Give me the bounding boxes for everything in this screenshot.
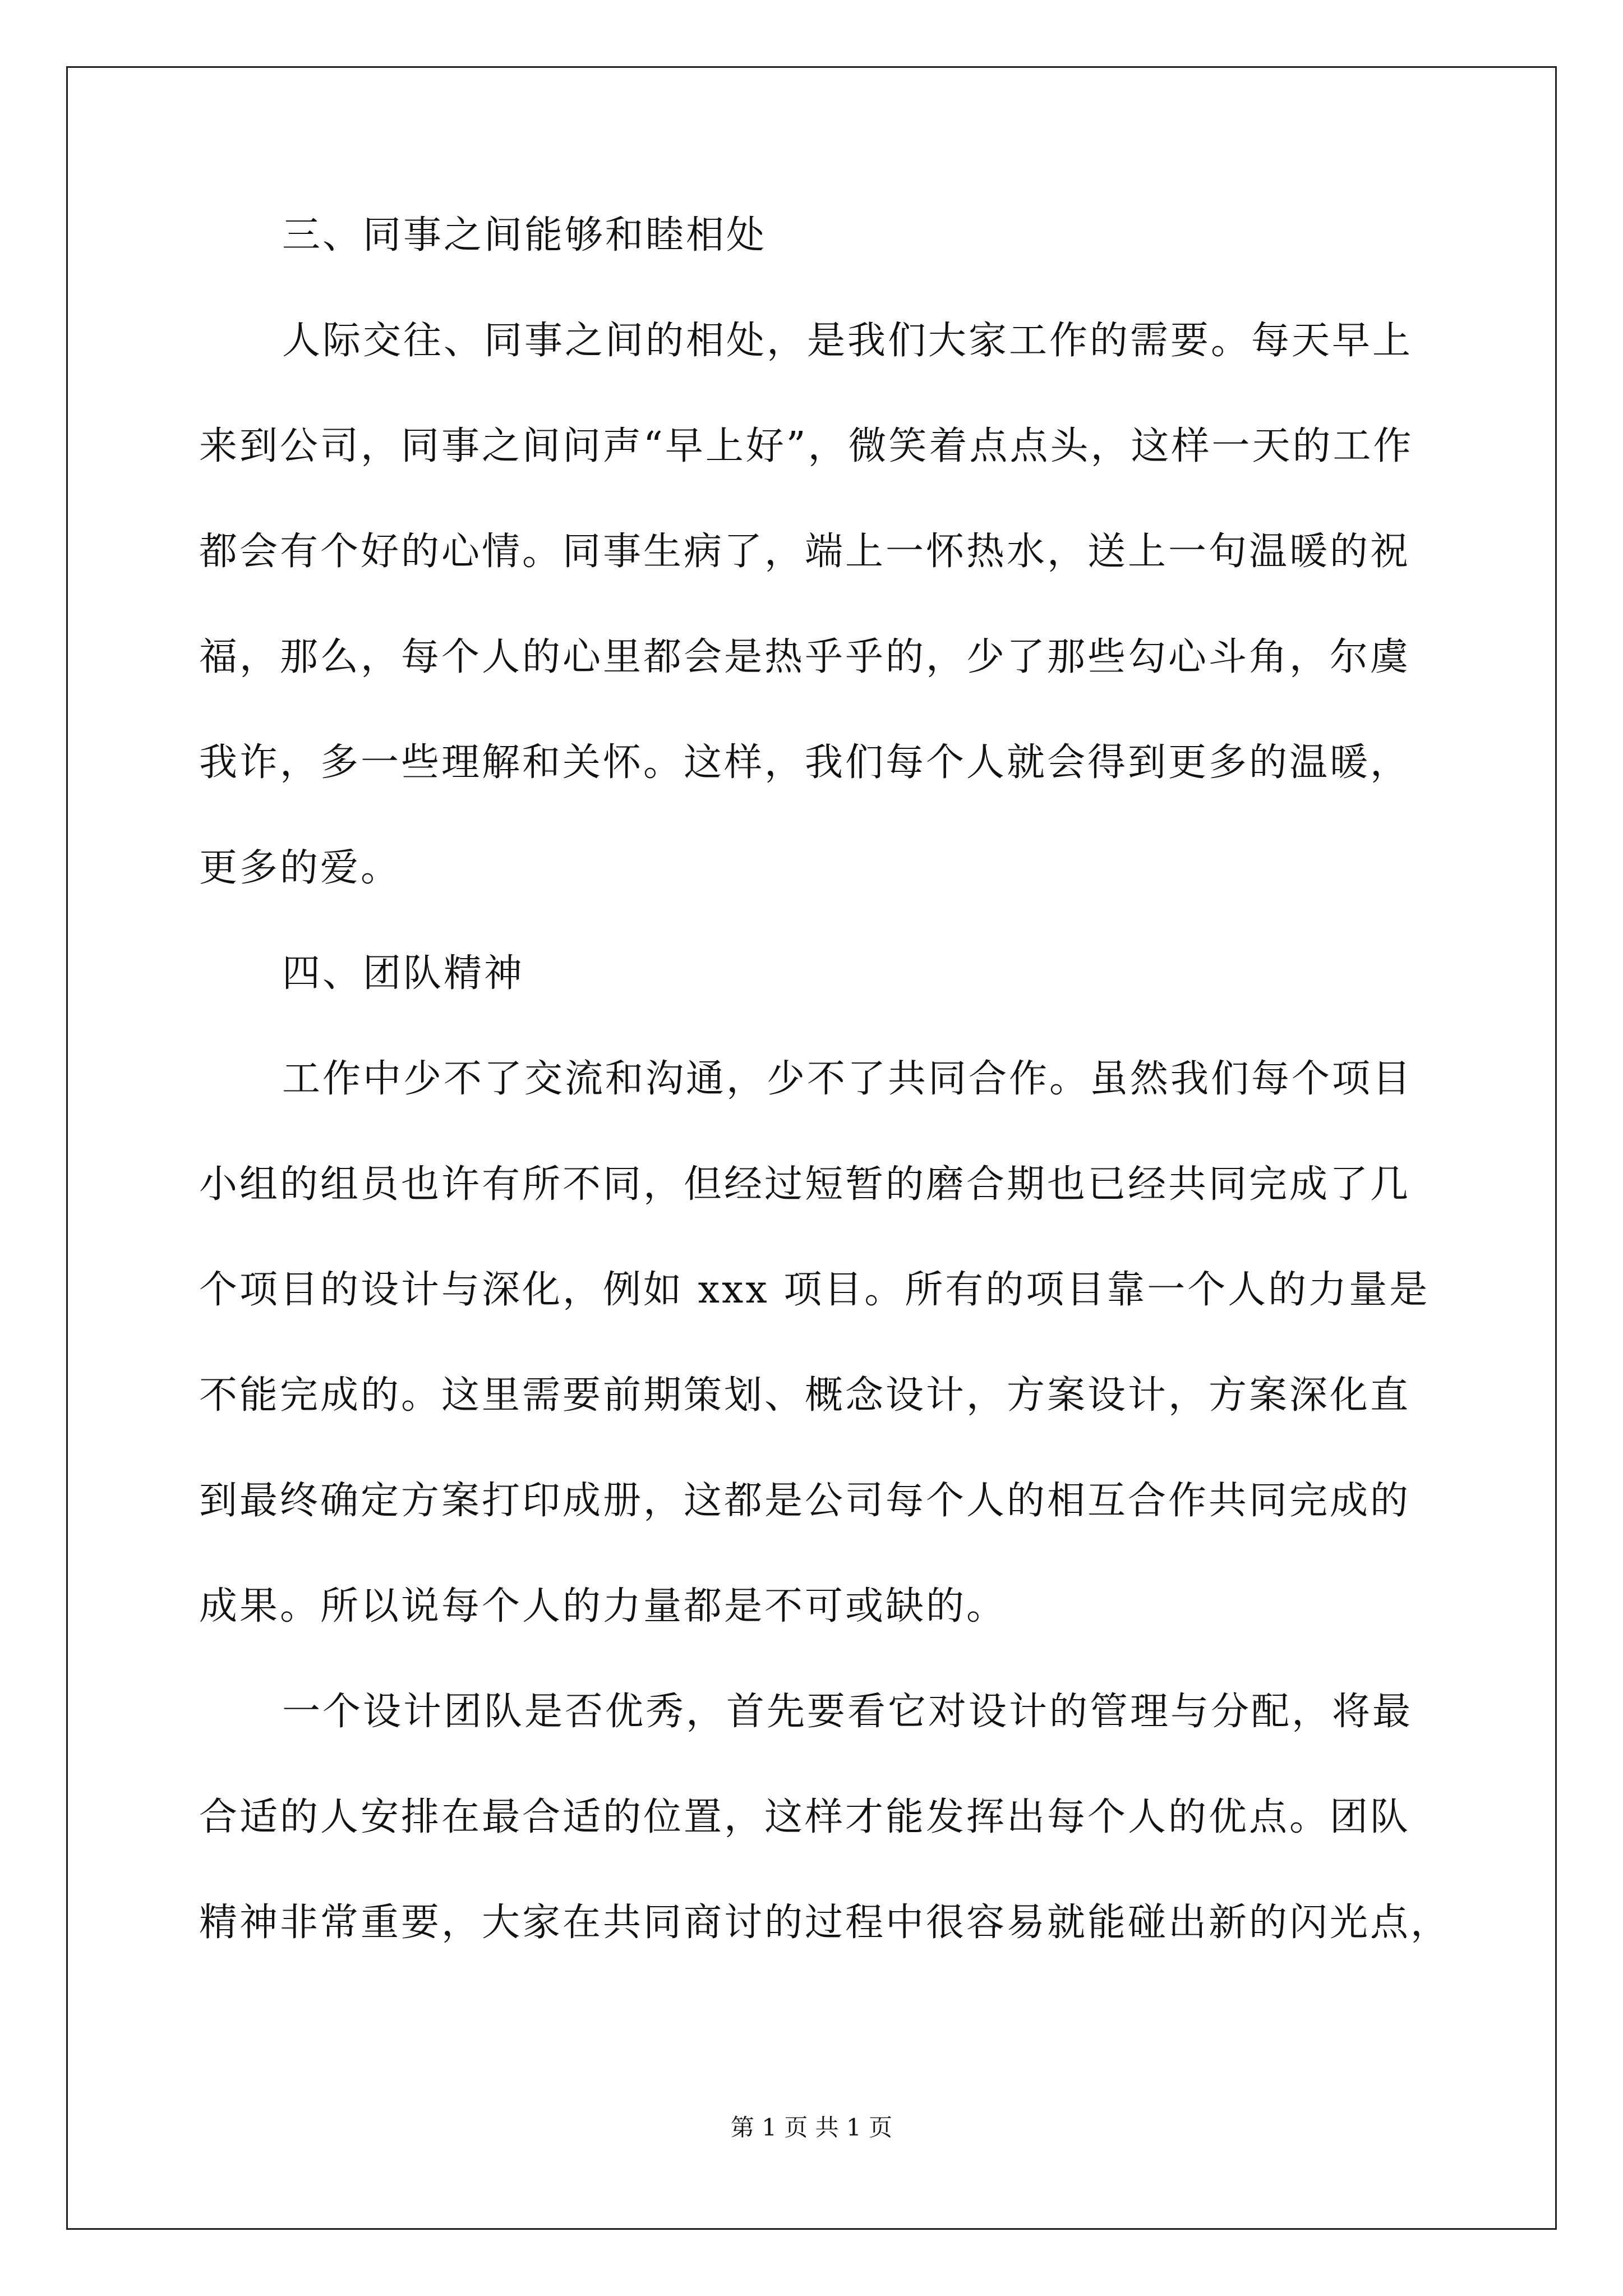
- paragraph-line: 更多的爱。: [199, 846, 402, 890]
- paragraph-line: 到最终确定方案打印成册，这都是公司每个人的相互合作共同完成的: [199, 1479, 1411, 1523]
- paragraph-line: 精神非常重要，大家在共同商讨的过程中很容易就能碰出新的闪光点，: [199, 1901, 1451, 1945]
- paragraph-line: 一个设计团队是否优秀，首先要看它对设计的管理与分配，将最: [282, 1690, 1413, 1734]
- paragraph-line: 都会有个好的心情。同事生病了，端上一怀热水，送上一句温暖的祝: [199, 530, 1411, 574]
- paragraph-line: 人际交往、同事之间的相处，是我们大家工作的需要。每天早上: [282, 319, 1413, 363]
- section-heading-4: 四、团队精神: [282, 951, 525, 996]
- paragraph-line: 我诈，多一些理解和关怀。这样，我们每个人就会得到更多的温暖，: [199, 740, 1411, 785]
- section-heading-3: 三、同事之间能够和睦相处: [282, 213, 767, 257]
- paragraph-line: 工作中少不了交流和沟通，少不了共同合作。虽然我们每个项目: [282, 1057, 1413, 1101]
- paragraph-line: 个项目的设计与深化，例如 xxx 项目。所有的项目靠一个人的力量是: [199, 1268, 1430, 1312]
- paragraph-line: 成果。所以说每个人的力量都是不可或缺的。: [199, 1584, 1007, 1628]
- paragraph-line: 福，那么，每个人的心里都会是热乎乎的，少了那些勾心斗角，尔虞: [199, 635, 1411, 679]
- paragraph-line: 合适的人安排在最合适的位置，这样才能发挥出每个人的优点。团队: [199, 1795, 1411, 1839]
- paragraph-line: 不能完成的。这里需要前期策划、概念设计，方案设计，方案深化直: [199, 1373, 1411, 1418]
- paragraph-line: 来到公司，同事之间问声“早上好”，微笑着点点头，这样一天的工作: [199, 424, 1414, 468]
- paragraph-line: 小组的组员也许有所不同，但经过短暂的磨合期也已经共同完成了几: [199, 1162, 1411, 1207]
- page-number-footer: 第 1 页 共 1 页: [730, 2114, 893, 2141]
